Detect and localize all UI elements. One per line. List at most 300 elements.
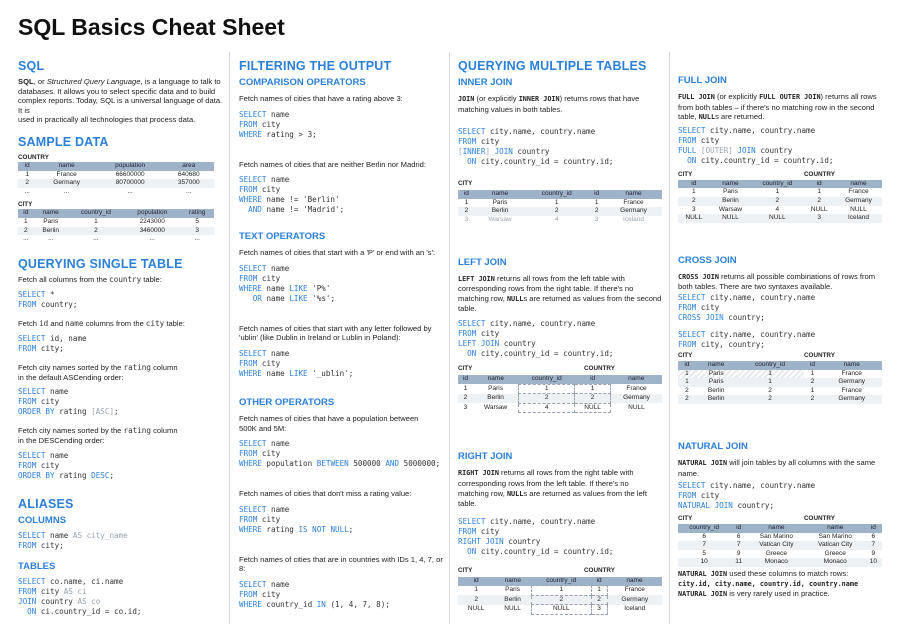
table-cell: 2: [768, 386, 772, 394]
table-cell: 1: [691, 188, 696, 196]
column-header: id: [591, 577, 607, 586]
code-line: WHERE name != 'Berlin': [239, 195, 340, 205]
table-row: [678, 188, 882, 197]
table-row: [458, 384, 662, 394]
table-cell: 2: [685, 386, 689, 394]
code-line: SELECT name: [239, 504, 290, 514]
table-cell: Paris: [488, 384, 503, 392]
code-line: FROM city: [239, 185, 281, 195]
column-header: name: [806, 524, 865, 533]
t2-code: [239, 349, 445, 379]
table-cell: 3: [180, 227, 214, 236]
section-heading-filtering: FILTERING THE OUTPUT: [239, 59, 392, 73]
qs4-description: Fetch city names sorted by the rating column in the DESCending order:: [18, 426, 178, 446]
code-line: FROM city AS ci: [18, 586, 87, 596]
code-line: FULL [OUTER] JOIN country: [678, 145, 793, 155]
cross-table-labels: [678, 352, 886, 361]
table-cell: ...: [127, 187, 133, 195]
cross-join-code-1: [678, 293, 886, 323]
table-cell: Paris: [492, 198, 508, 206]
table-cell: NULL: [850, 205, 867, 213]
table-cell: 1: [817, 188, 821, 196]
table-cell: 1: [519, 384, 575, 394]
table-cell: 2: [751, 197, 803, 206]
table-cell: Iceland: [835, 214, 882, 223]
table-cell: ...: [23, 235, 29, 243]
table-cell: NULL: [531, 605, 591, 615]
table-cell: Warsaw: [718, 205, 743, 213]
code-line: FROM city: [18, 460, 60, 470]
table-cell: France: [626, 384, 647, 392]
column-header: name: [494, 577, 531, 586]
city-label: CITY: [458, 566, 473, 574]
table-cell: Iceland: [624, 605, 646, 613]
inner-join-description: JOIN (or explicitly INNER JOIN) returns rows that have matching values in both tables.: [458, 94, 640, 114]
table-row: [458, 595, 662, 605]
table-cell: France: [848, 188, 869, 196]
full-join-description: FULL JOIN (or explicitly FULL OUTER JOIN) returns all rows from both tables – if there's no matching row in the second table, NULLs are returned.: [678, 92, 877, 122]
code-line: FROM city: [239, 589, 281, 599]
column-header: rating: [180, 209, 214, 218]
table-header-row: [458, 577, 662, 586]
table-cell: 3: [591, 605, 607, 615]
column-header: name: [696, 361, 737, 370]
inner-join-code: [458, 127, 664, 167]
qs2-description: Fetch id and name columns from the city table:: [18, 318, 185, 328]
section-heading-querying-single-table: QUERYING SINGLE TABLE: [18, 256, 183, 271]
natural-join-description: NATURAL JOIN will join tables by all columns with the same name.: [678, 457, 876, 478]
country-label: COUNTRY: [584, 566, 615, 574]
table-cell: Greece: [824, 549, 846, 557]
column-header: id: [730, 524, 747, 533]
t2-description: Fetch names of cities that start with any letter followed by 'ublin' (like Dublin in Ireland or Lublin in Poland):: [239, 323, 432, 343]
code-line: SELECT city.name, country.name: [458, 127, 596, 137]
table-cell: 1: [94, 217, 98, 225]
table-cell: 3: [464, 215, 469, 223]
table-cell: 1: [775, 188, 780, 196]
table-cell: 2: [737, 395, 804, 404]
code-line: JOIN country AS co: [18, 596, 101, 606]
subheading-right-join: RIGHT JOIN: [458, 451, 513, 463]
table-cell: 2: [531, 595, 591, 605]
table-cell: 1: [810, 369, 815, 377]
o2-code: [239, 505, 445, 535]
table-cell: 2: [803, 197, 835, 206]
table-cell: Monaco: [806, 558, 865, 567]
country-sample-table: [18, 162, 214, 196]
o1-code: [239, 439, 445, 469]
city-label: CITY: [678, 515, 693, 523]
table-cell: Berlin: [475, 207, 525, 216]
right-join-result-table: [458, 577, 662, 615]
table-cell: 2: [804, 378, 822, 387]
country-label: COUNTRY: [584, 364, 615, 372]
table-cell: 1: [531, 586, 591, 596]
code-line: SELECT id, name: [18, 333, 87, 343]
code-line: NATURAL JOIN country;: [678, 501, 775, 511]
table-cell: Germany: [610, 394, 662, 404]
column-header: id: [865, 524, 882, 533]
table-row: [678, 370, 882, 379]
table-cell: Berlin: [707, 386, 725, 394]
table-cell: 6: [871, 532, 876, 540]
code-line: FROM city: [239, 449, 281, 459]
table-cell: 10: [678, 558, 730, 567]
natural-join-code: [678, 481, 886, 511]
table-header-row: [458, 190, 662, 199]
table-cell: 1: [678, 378, 696, 387]
code-line: FROM city: [18, 397, 60, 407]
table-cell: 10: [865, 558, 882, 567]
code-line: FROM city: [678, 302, 720, 312]
code-line: SELECT city.name, country.name: [458, 516, 596, 526]
left-join-result-table: [458, 375, 662, 413]
table-cell: 80700000: [97, 179, 164, 188]
subheading-columns: COLUMNS: [18, 514, 67, 526]
column-header: id: [588, 190, 605, 199]
qs1-description: Fetch all columns from the country table:: [18, 274, 162, 284]
code-line: FROM city: [239, 119, 281, 129]
o3-description: Fetch names of cities that are in countries with IDs 1, 4, 7, or 8:: [239, 554, 443, 574]
city-label: CITY: [678, 170, 693, 178]
table-row: [458, 394, 662, 404]
code-line: SELECT name: [18, 450, 69, 460]
table-cell: Warsaw: [488, 215, 512, 223]
qs1-code: [18, 290, 224, 310]
column-header: id: [575, 375, 611, 384]
table-row: [18, 227, 214, 236]
code-line: FROM city: [678, 135, 720, 145]
code-line: OR name LIKE '%s';: [252, 293, 336, 303]
left-join-description: LEFT JOIN returns all rows from the left table with corresponding rows from the right table. If there's no matching row, NULLs are returned as values from the second table.: [458, 273, 662, 314]
code-line: SELECT name: [239, 109, 290, 119]
table-cell: France: [841, 386, 862, 394]
column-header: name: [34, 209, 68, 218]
table-cell: 1: [474, 586, 478, 594]
code-line: SELECT city.name, country.name: [678, 292, 816, 302]
table-cell: 6: [736, 532, 741, 540]
table-cell: ...: [186, 187, 192, 195]
column-header: name: [747, 524, 806, 533]
table-cell: Germany: [605, 207, 662, 216]
table-cell: Vatican City: [747, 541, 806, 550]
table-cell: France: [624, 586, 645, 594]
natural-table-labels: [678, 515, 886, 524]
table-cell: ...: [47, 235, 54, 243]
column-header: name: [821, 361, 882, 370]
c2-code: [239, 175, 445, 215]
table-cell: 2: [18, 227, 34, 236]
table-cell: 7: [865, 541, 882, 550]
table-cell: Germany: [821, 378, 882, 387]
table-cell: Paris: [723, 188, 738, 196]
code-line: ON city.country_id = country.id;: [467, 348, 614, 358]
sql-description: SQL, or Structured Query Language, is a language to talk to databases. It allows you to select specific data and to build complex reports. Today, SQL is a universal language of data. It is used in practically all technologies that process data.: [18, 77, 223, 125]
o3-code: [239, 580, 445, 610]
table-cell: NULL: [710, 214, 752, 223]
table-row: [678, 541, 882, 550]
table-row: [18, 218, 214, 227]
code-line: SELECT name: [239, 579, 290, 589]
table-cell: 1: [23, 217, 28, 225]
code-line: ON city.country_id = country.id;: [687, 155, 834, 165]
code-line: SELECT name: [18, 387, 69, 397]
table-cell: 1: [737, 370, 804, 379]
table-cell: 3: [691, 205, 696, 213]
table-cell: 9: [871, 549, 876, 557]
table-header-row: [678, 361, 882, 370]
code-line: WHERE rating IS NOT NULL;: [239, 524, 354, 534]
table-cell: Germany: [835, 197, 882, 206]
code-line: FROM city;: [18, 540, 64, 550]
code-line: FROM city: [458, 328, 500, 338]
table-cell: 2: [678, 395, 696, 404]
code-line: SELECT city.name, country.name: [678, 329, 816, 339]
right-join-code: [458, 517, 664, 557]
table-cell: 11: [730, 558, 747, 567]
table-row: [458, 216, 662, 225]
table-cell: ...: [194, 235, 200, 243]
code-line: FROM city: [678, 491, 720, 501]
table-row: [678, 558, 882, 567]
table-header-row: [18, 162, 214, 171]
natural-join-notes: NATURAL JOIN used these columns to match rows: city.id, city.name, country.id, country.name NATURAL JOIN is very rarely used in practice.: [678, 569, 859, 599]
code-line: FROM country;: [18, 299, 78, 309]
table-row: [678, 387, 882, 396]
subheading-full-join: FULL JOIN: [678, 75, 727, 86]
table-row: [678, 214, 882, 223]
table-cell: 1: [591, 586, 607, 596]
table-cell: 9: [736, 549, 741, 557]
table-cell: NULL: [678, 214, 710, 223]
table-cell: 357000: [164, 179, 214, 188]
table-cell: 1: [810, 386, 815, 394]
code-line: CROSS JOIN country;: [678, 312, 765, 322]
code-line: WHERE name LIKE '_ublin';: [239, 368, 354, 378]
table-cell: Germany: [821, 395, 882, 404]
column-header: name: [36, 162, 96, 171]
table-cell: ...: [63, 187, 70, 195]
table-cell: 2: [804, 395, 822, 404]
table-row: [678, 206, 882, 215]
column-header: name: [835, 180, 882, 189]
column-header: name: [475, 190, 525, 199]
column-divider: [449, 52, 450, 624]
table-cell: NULL: [504, 605, 521, 613]
table-cell: Berlin: [710, 197, 752, 206]
table-cell: Paris: [696, 378, 737, 387]
o1-description: Fetch names of cities that have a population between 500K and 5M:: [239, 413, 419, 433]
code-line: SELECT name: [239, 439, 290, 449]
table-cell: 4: [554, 215, 559, 223]
table-row: [678, 197, 882, 206]
table-row: [458, 586, 662, 596]
table-cell: Vatican City: [806, 541, 865, 550]
code-line: SELECT name: [239, 263, 290, 273]
table-cell: 2: [591, 595, 607, 605]
code-line: FROM city: [458, 526, 500, 536]
subheading-tables: TABLES: [18, 560, 56, 572]
table-cell: 4: [519, 403, 575, 413]
table-cell: 2243000: [139, 217, 165, 225]
c2-description: Fetch names of cities that are neither Berlin nor Madrid:: [239, 159, 426, 169]
code-line: LEFT JOIN country: [458, 338, 536, 348]
country-label: COUNTRY: [804, 170, 835, 178]
table-cell: 2: [588, 207, 605, 216]
code-line: SELECT name: [239, 348, 290, 358]
table-cell: Warsaw: [483, 403, 508, 411]
cross-join-result-table: [678, 361, 882, 404]
table-header-row: [678, 180, 882, 189]
code-line: FROM city;: [18, 343, 64, 353]
column-header: country_id: [751, 180, 803, 189]
column-header: area: [164, 162, 214, 171]
table-row: [18, 188, 214, 197]
column-header: id: [458, 577, 494, 586]
table-cell: Paris: [505, 586, 520, 594]
column-header: id: [458, 190, 475, 199]
table-cell: 640680: [177, 170, 200, 178]
code-line: WHERE country_id IN (1, 4, 7, 8);: [239, 599, 390, 609]
c1-code: [239, 110, 445, 140]
table-cell: Berlin: [696, 395, 737, 404]
natural-join-result-table: [678, 524, 882, 567]
right-table-labels: [458, 567, 664, 577]
column-divider: [669, 52, 670, 624]
code-line: WHERE population BETWEEN 500000 AND 5000000;: [239, 459, 441, 469]
column-header: country_id: [525, 190, 588, 199]
table-cell: 2: [525, 207, 588, 216]
column-header: country_id: [68, 209, 124, 218]
t1-code: [239, 264, 445, 304]
inner-table-labels: [458, 180, 664, 190]
column-header: country_id: [531, 577, 591, 586]
o2-description: Fetch names of cities that don't miss a rating value:: [239, 489, 412, 499]
city-table-label: CITY: [18, 201, 33, 209]
table-cell: 2: [458, 394, 473, 404]
code-line: ON ci.country_id = co.id;: [27, 606, 142, 616]
left-table-labels: [458, 365, 664, 375]
table-cell: Berlin: [494, 595, 531, 605]
table-cell: 66600000: [115, 170, 145, 178]
table-row: [678, 550, 882, 559]
table-cell: NULL: [628, 403, 645, 411]
column-header: id: [18, 162, 36, 171]
column-header: population: [124, 209, 180, 218]
table-cell: San Marino: [818, 532, 852, 540]
table-cell: 1: [464, 198, 469, 206]
section-heading-aliases: ALIASES: [18, 496, 74, 511]
table-cell: 2: [519, 394, 575, 404]
code-line: FROM city: [239, 514, 281, 524]
table-cell: 1: [678, 370, 696, 379]
table-cell: 3460000: [124, 227, 180, 236]
table-cell: 5: [702, 549, 706, 557]
alias-columns-code: [18, 531, 224, 551]
table-row: [678, 378, 882, 387]
country-table-label: COUNTRY: [18, 153, 49, 161]
section-heading-sql: SQL: [18, 59, 45, 73]
t1-description: Fetch names of cities that start with a 'P' or end with an 's':: [239, 248, 436, 258]
table-cell: Paris: [696, 370, 737, 379]
table-header-row: [678, 524, 882, 533]
subheading-left-join: LEFT JOIN: [458, 256, 507, 268]
code-line: SELECT *: [18, 289, 55, 299]
subheading-cross-join: CROSS JOIN: [678, 254, 737, 266]
subheading-other-operators: OTHER OPERATORS: [239, 396, 335, 408]
column-3: [458, 54, 664, 615]
full-join-result-table: [678, 180, 882, 223]
code-line: ORDER BY rating [ASC];: [18, 407, 119, 417]
cross-join-code-2: [678, 330, 886, 350]
code-line: RIGHT JOIN country: [458, 536, 541, 546]
code-line: ON city.country_id = country.id;: [467, 157, 614, 167]
column-header: id: [18, 209, 34, 218]
table-cell: Greece: [765, 549, 788, 557]
table-cell: 3: [463, 403, 468, 411]
column-2: [239, 54, 445, 610]
table-cell: 2: [458, 595, 494, 605]
column-header: country_id: [678, 524, 730, 533]
column-header: id: [458, 375, 473, 384]
subheading-inner-join: INNER JOIN: [458, 77, 513, 88]
table-cell: 7: [730, 541, 747, 550]
right-join-description: RIGHT JOIN returns all rows from the right table with corresponding rows from the left table. If there's no matching row, NULLs are returned as values from the left table.: [458, 468, 648, 509]
table-row: [458, 605, 662, 615]
code-line: SELECT co.name, ci.name: [18, 576, 124, 586]
column-4: [678, 54, 886, 600]
table-cell: 2: [575, 394, 611, 404]
table-header-row: [18, 209, 214, 218]
table-row: [458, 207, 662, 216]
table-cell: 7: [678, 541, 730, 550]
column-header: name: [710, 180, 752, 189]
subheading-comparison-operators: COMPARISON OPERATORS: [239, 77, 366, 88]
subheading-natural-join: NATURAL JOIN: [678, 440, 748, 452]
code-line: FROM city: [458, 137, 500, 147]
qs4-code: [18, 451, 224, 481]
column-header: name: [607, 577, 662, 586]
table-cell: 1: [25, 170, 30, 178]
country-label: COUNTRY: [804, 351, 835, 359]
column-header: country_id: [519, 375, 575, 384]
c1-description: Fetch names of cities that have a rating above 3:: [239, 94, 403, 103]
column-header: name: [610, 375, 662, 384]
section-heading-sample-data: SAMPLE DATA: [18, 134, 109, 149]
subheading-text-operators: TEXT OPERATORS: [239, 231, 326, 243]
city-label: CITY: [458, 180, 473, 188]
table-cell: ...: [24, 187, 30, 195]
full-table-labels: [678, 171, 886, 180]
code-line: SELECT city.name, country.name: [458, 318, 596, 328]
table-cell: 1: [575, 384, 611, 394]
table-row: [458, 199, 662, 208]
table-cell: Monaco: [747, 558, 806, 567]
table-cell: France: [841, 369, 862, 377]
column-header: name: [605, 190, 662, 199]
qs2-code: [18, 334, 224, 354]
table-cell: 5: [195, 217, 199, 225]
column-1: [18, 54, 224, 617]
code-line: SELECT name AS city_name: [18, 530, 128, 540]
table-cell: ...: [93, 235, 99, 243]
table-cell: 3: [803, 214, 835, 223]
code-line: [INNER] JOIN country: [458, 147, 550, 157]
full-join-code: [678, 126, 886, 166]
column-header: id: [803, 180, 835, 189]
table-cell: NULL: [810, 205, 828, 213]
table-cell: Iceland: [623, 215, 644, 223]
